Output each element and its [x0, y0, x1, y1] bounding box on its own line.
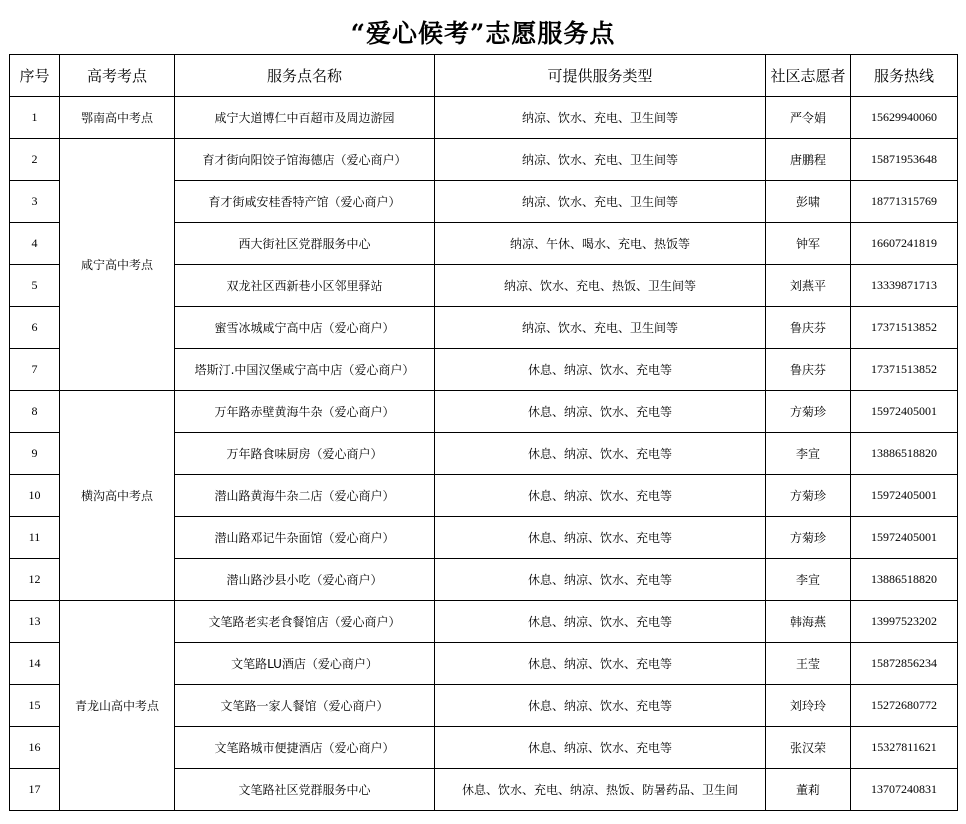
cell-hotline: 15872856234	[851, 643, 958, 685]
cell-service-type: 休息、饮水、充电、纳凉、热饭、防暑药品、卫生间	[435, 769, 766, 811]
cell-no: 7	[10, 349, 60, 391]
cell-service-type: 休息、纳凉、饮水、充电等	[435, 685, 766, 727]
cell-hotline: 15972405001	[851, 391, 958, 433]
header-exam-site: 高考考点	[60, 55, 175, 97]
cell-service-point-name: 万年路赤壁黄海牛杂（爱心商户）	[175, 391, 435, 433]
cell-service-type: 纳凉、饮水、充电、卫生间等	[435, 97, 766, 139]
cell-service-point-name: 双龙社区西新巷小区邻里驿站	[175, 265, 435, 307]
service-points-table	[9, 54, 958, 811]
cell-service-point-name: 蜜雪冰城咸宁高中店（爱心商户）	[175, 307, 435, 349]
cell-exam-site: 咸宁高中考点	[60, 139, 175, 391]
cell-service-type: 纳凉、午休、喝水、充电、热饭等	[435, 223, 766, 265]
cell-no: 4	[10, 223, 60, 265]
cell-no: 10	[10, 475, 60, 517]
cell-no: 11	[10, 517, 60, 559]
cell-service-type: 纳凉、饮水、充电、卫生间等	[435, 307, 766, 349]
cell-volunteer: 方菊珍	[766, 475, 851, 517]
cell-service-point-name: 文笔路老实老食餐馆店（爱心商户）	[175, 601, 435, 643]
cell-service-point-name: 育才街咸安桂香特产馆（爱心商户）	[175, 181, 435, 223]
cell-hotline: 15327811621	[851, 727, 958, 769]
table-row	[10, 97, 958, 139]
cell-exam-site: 青龙山高中考点	[60, 601, 175, 811]
page-title: “爱心候考”志愿服务点	[350, 19, 616, 48]
cell-exam-site: 鄂南高中考点	[60, 97, 175, 139]
cell-no: 13	[10, 601, 60, 643]
cell-no: 16	[10, 727, 60, 769]
cell-no: 6	[10, 307, 60, 349]
cell-volunteer: 彭啸	[766, 181, 851, 223]
cell-no: 2	[10, 139, 60, 181]
cell-hotline: 17371513852	[851, 349, 958, 391]
cell-service-point-name: 塔斯汀.中国汉堡咸宁高中店（爱心商户）	[175, 349, 435, 391]
cell-service-type: 休息、纳凉、饮水、充电等	[435, 559, 766, 601]
header-no: 序号	[10, 55, 60, 97]
cell-volunteer: 严令娟	[766, 97, 851, 139]
cell-volunteer: 刘玲玲	[766, 685, 851, 727]
cell-no: 3	[10, 181, 60, 223]
cell-exam-site: 横沟高中考点	[60, 391, 175, 601]
cell-service-type: 休息、纳凉、饮水、充电等	[435, 349, 766, 391]
header-service-type: 可提供服务类型	[435, 55, 766, 97]
cell-service-point-name: 文笔路城市便捷酒店（爱心商户）	[175, 727, 435, 769]
header-row	[10, 55, 958, 97]
cell-hotline: 13707240831	[851, 769, 958, 811]
cell-hotline: 16607241819	[851, 223, 958, 265]
cell-service-point-name: 咸宁大道博仁中百超市及周边游园	[175, 97, 435, 139]
cell-volunteer: 王莹	[766, 643, 851, 685]
cell-volunteer: 唐鹏程	[766, 139, 851, 181]
header-hotline: 服务热线	[851, 55, 958, 97]
table-row	[10, 139, 958, 181]
cell-service-type: 休息、纳凉、饮水、充电等	[435, 643, 766, 685]
cell-hotline: 13997523202	[851, 601, 958, 643]
cell-hotline: 15871953648	[851, 139, 958, 181]
cell-hotline: 15272680772	[851, 685, 958, 727]
cell-service-point-name: 文笔路社区党群服务中心	[175, 769, 435, 811]
cell-volunteer: 钟军	[766, 223, 851, 265]
header-volunteer: 社区志愿者	[766, 55, 851, 97]
cell-service-type: 休息、纳凉、饮水、充电等	[435, 475, 766, 517]
header-service-point-name: 服务点名称	[175, 55, 435, 97]
cell-service-point-name: 潜山路沙县小吃（爱心商户）	[175, 559, 435, 601]
cell-no: 15	[10, 685, 60, 727]
cell-hotline: 13886518820	[851, 433, 958, 475]
cell-no: 14	[10, 643, 60, 685]
cell-volunteer: 鲁庆芬	[766, 307, 851, 349]
cell-no: 8	[10, 391, 60, 433]
cell-volunteer: 李宣	[766, 433, 851, 475]
cell-service-type: 纳凉、饮水、充电、卫生间等	[435, 139, 766, 181]
cell-hotline: 15972405001	[851, 517, 958, 559]
cell-no: 1	[10, 97, 60, 139]
cell-service-type: 纳凉、饮水、充电、卫生间等	[435, 181, 766, 223]
cell-hotline: 15629940060	[851, 97, 958, 139]
cell-volunteer: 张汉荣	[766, 727, 851, 769]
cell-service-point-name: 万年路食味厨房（爱心商户）	[175, 433, 435, 475]
cell-service-type: 休息、纳凉、饮水、充电等	[435, 391, 766, 433]
cell-service-point-name: 潜山路黄海牛杂二店（爱心商户）	[175, 475, 435, 517]
cell-service-type: 休息、纳凉、饮水、充电等	[435, 601, 766, 643]
cell-hotline: 17371513852	[851, 307, 958, 349]
cell-service-point-name: 育才街向阳饺子馆海德店（爱心商户）	[175, 139, 435, 181]
cell-service-type: 休息、纳凉、饮水、充电等	[435, 727, 766, 769]
cell-service-type: 休息、纳凉、饮水、充电等	[435, 433, 766, 475]
cell-hotline: 13886518820	[851, 559, 958, 601]
cell-hotline: 18771315769	[851, 181, 958, 223]
cell-service-type: 休息、纳凉、饮水、充电等	[435, 517, 766, 559]
cell-no: 17	[10, 769, 60, 811]
cell-volunteer: 韩海燕	[766, 601, 851, 643]
cell-hotline: 15972405001	[851, 475, 958, 517]
cell-service-point-name: 潜山路邓记牛杂面馆（爱心商户）	[175, 517, 435, 559]
cell-no: 9	[10, 433, 60, 475]
cell-volunteer: 李宣	[766, 559, 851, 601]
cell-no: 12	[10, 559, 60, 601]
cell-volunteer: 刘燕平	[766, 265, 851, 307]
cell-no: 5	[10, 265, 60, 307]
cell-service-type: 纳凉、饮水、充电、热饭、卫生间等	[435, 265, 766, 307]
cell-service-point-name: 文笔路LU酒店（爱心商户）	[175, 643, 435, 685]
cell-hotline: 13339871713	[851, 265, 958, 307]
cell-volunteer: 鲁庆芬	[766, 349, 851, 391]
table-row	[10, 601, 958, 643]
cell-service-point-name: 西大街社区党群服务中心	[175, 223, 435, 265]
cell-service-point-name: 文笔路一家人餐馆（爱心商户）	[175, 685, 435, 727]
table-row	[10, 391, 958, 433]
cell-volunteer: 董莉	[766, 769, 851, 811]
cell-volunteer: 方菊珍	[766, 517, 851, 559]
cell-volunteer: 方菊珍	[766, 391, 851, 433]
